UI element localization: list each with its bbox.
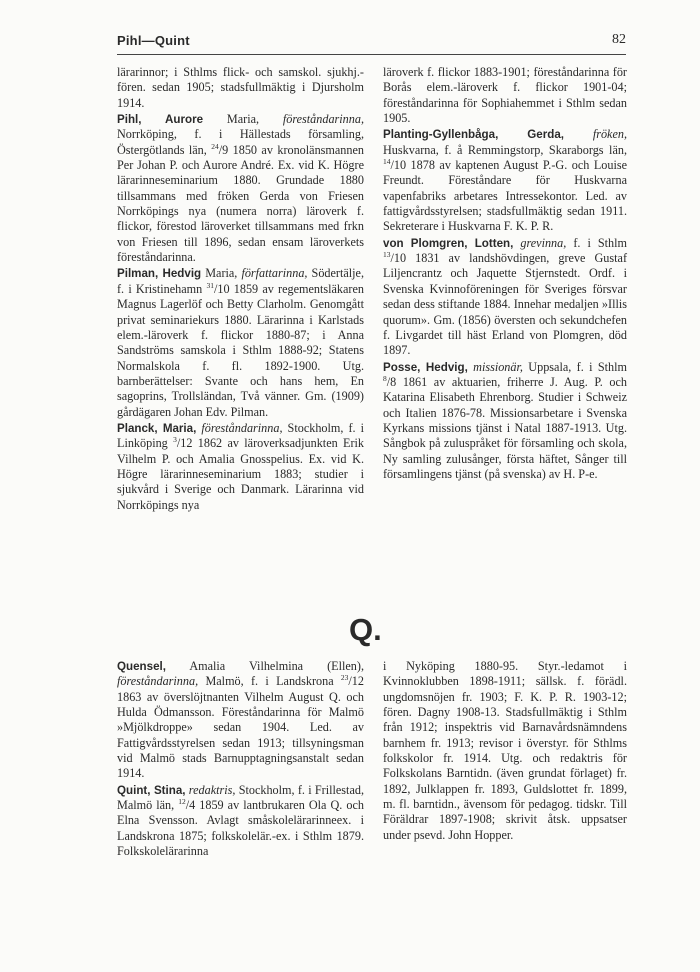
page-number: 82 [612,32,626,47]
entry-quint-stina [117,783,364,860]
section-letter-q: Q. [349,612,382,647]
entry-text: Norrköping, f. i Hällestads församling, Östergötlands län, [117,127,364,157]
entry-text: /12 1862 av läroverksadjunkten Erik Vilhelm P. och Amalia Gnosspelius. Ex. vid K. Högre lärarinneseminarium 1883; studier i sjukvård i Sverige och Danmark. Lärarinna vid Norrköpings nya [117,436,364,512]
continued-text: lärarinnor; i Sthlms flick- och samskol. sjukhj.-fören. sedan 1905; stadsfullmäktig i Djursholm 1914. [117,65,364,110]
entry-name: Pihl, Aurore [117,113,204,127]
entry-pilman-hedvig [117,266,364,419]
entry-name: von Plomgren, Lotten, [383,236,514,250]
column-left-top [117,65,364,513]
entry-posse-hedvig [383,360,627,483]
entry-role: redaktris, [185,782,236,797]
column-left-bottom [117,659,364,859]
entry-role: föreståndarinna, [282,112,364,127]
continued-text: i Nyköping 1880-95. Styr.-ledamot i Kvinnoklubben 1898-1911; sällsk. f. förädl. ungdomsnöjen fr. 1903; F. K. P. R. 1903-12; fören. Dagny 1908-13. Stadsfullmäktig i Sthlm från 1912; inspektris vid Barnavårdsnämndens barnhem fr. 1913; revisor i överstyr. för Sthlms folkskolor fr. 1914. Utg. och redaktris för Folkskolans Barntidn. (även grundat förlaget) fr. 1892, Julklappen fr. 1893, Guldslottet fr. 1899, m. fl. barntidn., ävensom för pedagog. tidskr. Till Föräldrar 1897-1908; skrivit åtsk. uppsatser under psevd. John Hopper. [383,659,627,842]
birth-day: 12 [178,797,186,807]
entry-role: grevinna, [513,235,567,250]
entry-role: föreståndarinna, [196,420,283,435]
birth-day: 3 [173,435,177,445]
entry-text: Södertälje, f. i Kristinehamn [117,266,364,296]
entry-name: Quint, Stina, [117,783,186,797]
entry-text: /10 1859 av regementsläkaren Magnus Lagerlöf och Betty Clarholm. Genomgått privat seminariekurs 1880. Lärarinna i Karlstads elem.-läroverk f. flickor 1880-87; i Anna Sandströms samskola i Sthlm 1888-92; Statens Normalskola f. fl. 1892-1900. Utg. barnberättelser: Svante och hans hem, En sagoprins, Trollsländan, Två vänner. Gm. (1909) gårdägaren Johan Edv. Pilman. [117,281,364,419]
entry-quensel-ellen [117,659,364,782]
entry-text: /12 1863 av överslöjtnanten Vilhelm August Q. och Hulda Ödmansson. Föreståndarinna för Malmö »Mjölkdroppe» sedan 1904. Led. av Fattigvårdsstyrelsen sedan 1913; tillsyningsman vid Malmö stads Barnupptagningsanstalt sedan 1914. [117,674,364,781]
entry-name: Planck, Maria, [117,421,197,435]
entry-name: Pilman, Hedvig [117,267,202,281]
continued-text: läroverk f. flickor 1883-1901; föreståndarinna för Borås elem.-läroverk f. flickor 1901-04; föreståndarinna för Sophiahemmet i Sthlm sedan 1905. [383,65,627,126]
running-header [117,30,626,55]
entry-text: Uppsala, f. i Sthlm [522,359,627,374]
entry-text: Malmö, f. i Landskrona [198,674,341,689]
entry-role: missionär, [467,359,523,374]
entry-text: /8 1861 av aktuarien, friherre J. Aug. P. och Katarina Elisabeth Ehrenborg. Studier i Schweiz och Italien 1876-78. Missionsarbetare i Svenska Kyrkans missions tjänst i Natal 1887-1913. Utg. Sångbok på zuluspråket för församling och skola, Ny samling zulusånger, första häftet, Sånger till församlingens tjänst (på svenska) av H. P-e. [383,374,627,481]
entry-name: Quensel, [117,660,166,673]
birth-day: 8 [383,373,387,383]
entry-text: /4 1859 av lantbrukaren Ola Q. och Elna Svensson. Avlagt småskolelärarinneex. i Landskrona 1875; folkskolelär.-ex. i Sthlm 1879. Folkskolelärarinna [117,798,364,859]
column-right-top [383,65,627,482]
entry-text: f. i Sthlm [566,235,627,250]
entry-text: /9 1850 av kronolänsmannen Per Johan P. och Aurore André. Ex. vid K. Högre lärarinneseminarium 1880. Grundade 1880 tillsammans med fröken Gerda von Friesen Norrköpings nya (numera norra) läroverk f. flickor, förestod läroverket tillsammans med frkn von Friesen till 1896, sedan ensam läroverkets föreståndarinna. [117,142,364,265]
entry-text: Stockholm, f. i Linköping [117,420,364,451]
entry-von-plomgren-lotten [383,236,627,359]
birth-day: 23 [340,673,349,683]
birth-day: 24 [211,141,219,151]
entry-pihl-aurore [117,112,364,265]
column-right-bottom [383,659,627,843]
birth-day: 14 [383,157,391,167]
header-title: Pihl—Quint [117,33,190,48]
entry-role: fröken, [564,127,627,142]
entry-text: Huskvarna, f. å Remmingstorp, Skaraborgs län, [383,142,627,157]
entry-planck-maria [117,421,364,513]
entry-given-name: Maria, [201,266,242,281]
entry-given-name: Maria, [203,112,283,127]
entry-text: /10 1831 av landshövdingen, greve Gustaf Liljencrantz och Jaquette Stjernstedt. Ordf. i Svenska Kvinnoföreningen för Sveriges försvar sedan dess stiftande 1884. Innehar medaljen »Illis quorum». Gm. (1856) översten och sekundchefen f. Livgardet till häst Erland von Plomgren, död 1897. [383,251,627,358]
birth-day: 13 [383,250,391,260]
entry-text: /10 1878 av kaptenen August P.-G. och Louise Freundt. Föreståndare för Huskvarna vapenfabriks arbetares Intressekontor. Led. av fattigvårdsstyrelsen; stadsfullmäktig sedan 1911. Sekreterare i Huskvarna F. K. P. R. [383,158,627,234]
entry-role: författarinna, [241,266,308,281]
entry-role: föreståndarinna, [117,674,199,689]
entry-planting-gyllenbaga-gerda [383,127,627,234]
entry-given-name: Amalia Vilhelmina (Ellen), [165,659,364,673]
entry-text: Stockholm, f. i Frillestad, Malmö län, [117,782,364,813]
birth-day: 31 [206,280,214,290]
entry-name: Planting-Gyllenbåga, Gerda, [383,128,565,142]
entry-name: Posse, Hedvig, [383,360,468,374]
